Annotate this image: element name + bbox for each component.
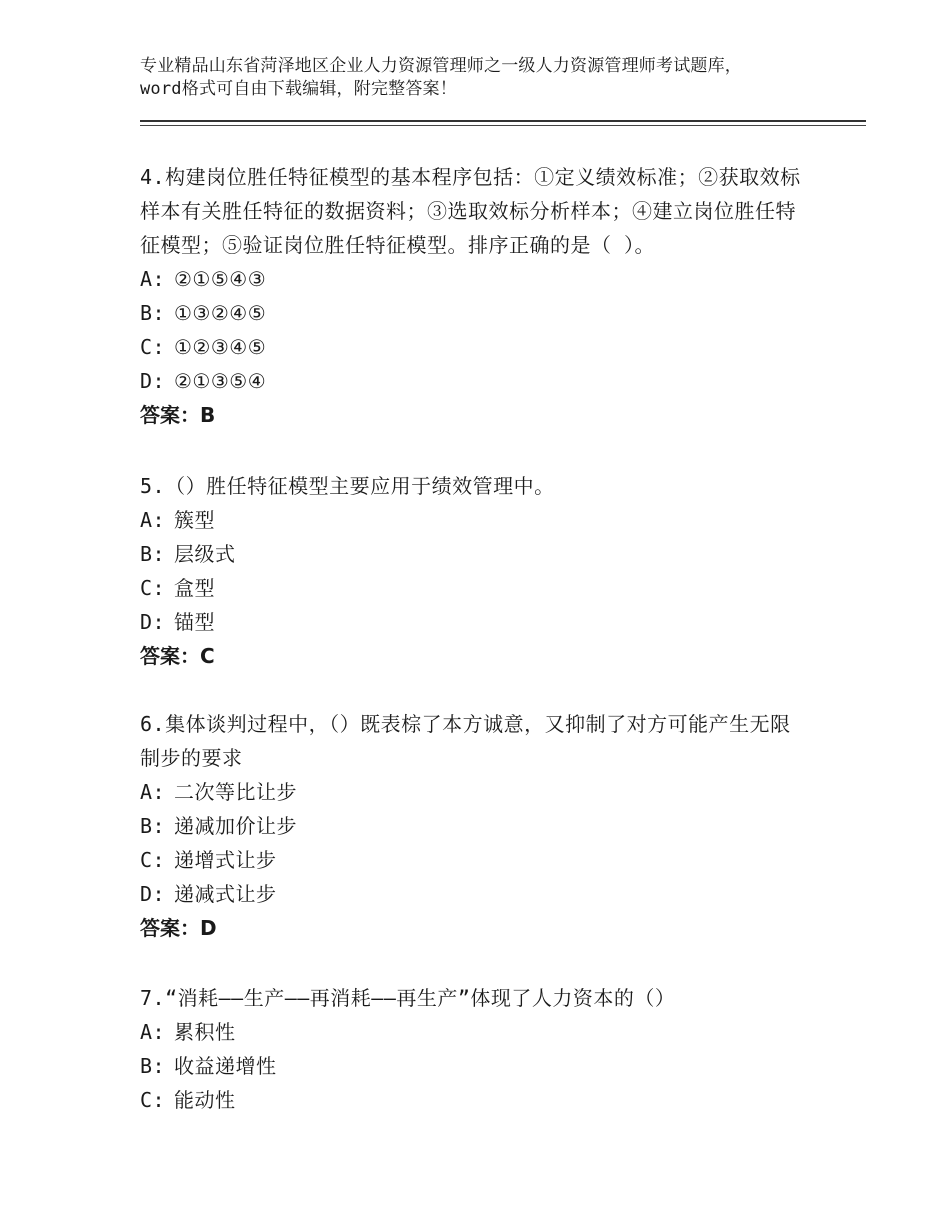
option-key: C:: [140, 1088, 166, 1112]
answer-line: 答案：C: [140, 644, 215, 668]
option-key: A:: [140, 780, 166, 804]
option-key: D:: [140, 882, 166, 906]
option-b: [140, 809, 810, 843]
option-key: B:: [140, 814, 166, 838]
option-key: B:: [140, 1054, 166, 1078]
option-text: ①③②④⑤: [174, 301, 267, 325]
option-text: 簇型: [174, 508, 215, 532]
document-title: 专业精品山东省菏泽地区企业人力资源管理师之一级人力资源管理师考试题库，word格式可自由下载编辑，附完整答案！: [140, 56, 742, 99]
option-a: [140, 262, 810, 296]
option-text: 锚型: [174, 610, 215, 634]
option-key: C:: [140, 848, 166, 872]
option-text: ①②③④⑤: [174, 335, 267, 359]
option-text: ②①⑤④③: [174, 267, 267, 291]
header-divider-thin: [140, 125, 866, 126]
header-divider: [140, 120, 866, 122]
option-key: C:: [140, 335, 166, 359]
question-6: [140, 707, 810, 945]
option-key: D:: [140, 369, 166, 393]
option-c: [140, 843, 810, 877]
option-text: 累积性: [174, 1020, 236, 1044]
answer-line: 答案：D: [140, 916, 217, 940]
answer-line: 答案：B: [140, 403, 216, 427]
option-b: [140, 296, 810, 330]
option-a: [140, 503, 810, 537]
question-stem: 6.集体谈判过程中，（）既表棕了本方诚意，又抑制了对方可能产生无限制步的要求: [140, 712, 791, 770]
question-stem: 5.（）胜任特征模型主要应用于绩效管理中。: [140, 474, 555, 498]
option-c: [140, 1083, 810, 1117]
question-stem: 7.“消耗——生产——再消耗——再生产”体现了人力资本的（）: [140, 986, 676, 1010]
option-c: [140, 330, 810, 364]
option-text: 递减加价让步: [174, 814, 297, 838]
question-4: [140, 160, 810, 432]
option-d: [140, 364, 810, 398]
question-7: [140, 981, 810, 1117]
option-a: [140, 1015, 810, 1049]
option-key: A:: [140, 1020, 166, 1044]
question-5: [140, 469, 810, 673]
option-a: [140, 775, 810, 809]
option-text: 递增式让步: [174, 848, 277, 872]
option-key: C:: [140, 576, 166, 600]
option-text: 能动性: [174, 1088, 236, 1112]
question-stem: 4.构建岗位胜任特征模型的基本程序包括：①定义绩效标准；②获取效标样本有关胜任特征的数据资料；③选取效标分析样本；④建立岗位胜任特征模型；⑤验证岗位胜任特征模型。排序正确的是（ ）。: [140, 165, 801, 257]
option-text: 二次等比让步: [174, 780, 297, 804]
option-c: [140, 571, 810, 605]
option-b: [140, 1049, 810, 1083]
option-text: 层级式: [174, 542, 236, 566]
option-key: A:: [140, 267, 166, 291]
option-d: [140, 877, 810, 911]
option-d: [140, 605, 810, 639]
option-key: A:: [140, 508, 166, 532]
option-b: [140, 537, 810, 571]
option-text: 收益递增性: [174, 1054, 277, 1078]
option-key: B:: [140, 542, 166, 566]
option-text: ②①③⑤④: [174, 369, 267, 393]
option-text: 盒型: [174, 576, 215, 600]
option-text: 递减式让步: [174, 882, 277, 906]
option-key: B:: [140, 301, 166, 325]
option-key: D:: [140, 610, 166, 634]
